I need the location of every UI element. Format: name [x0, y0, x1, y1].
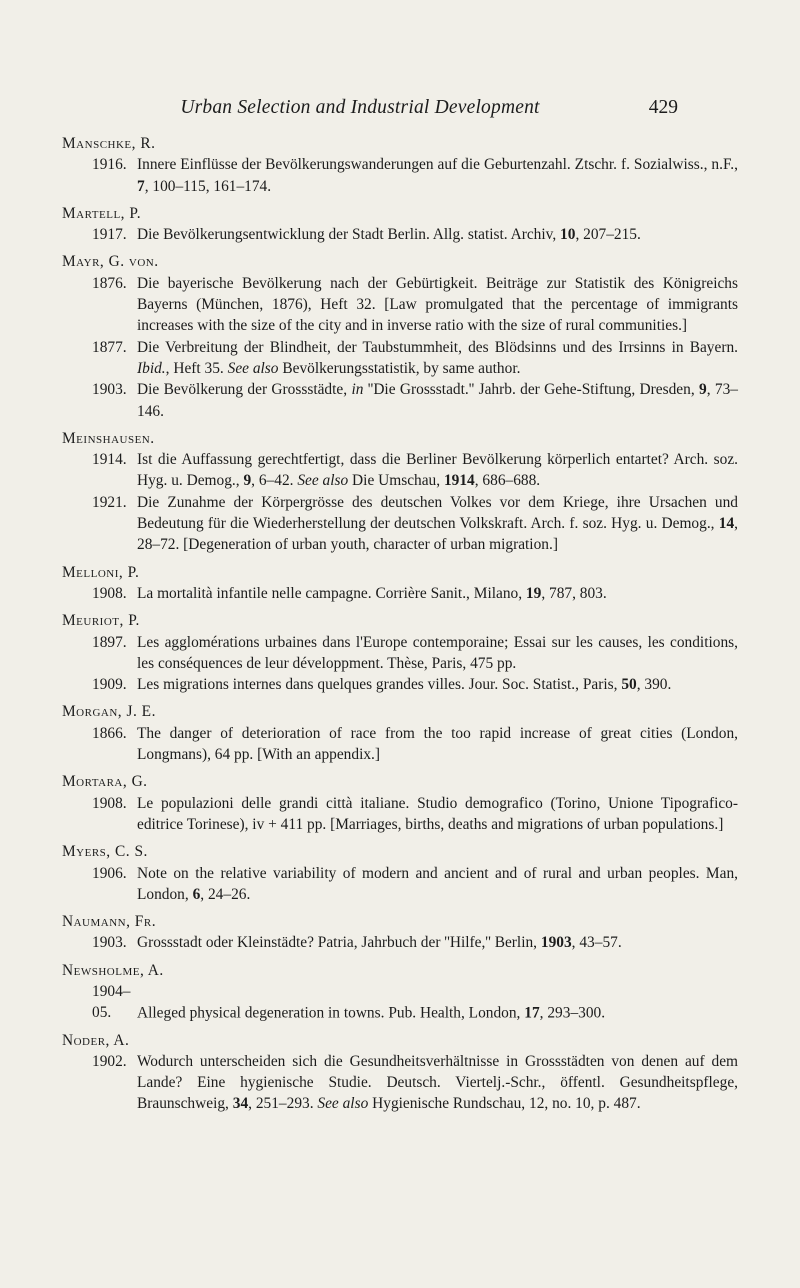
- volume-number: 10: [560, 226, 576, 244]
- volume-number: 34: [232, 1095, 249, 1113]
- work-year: 1917.: [92, 226, 127, 244]
- entry-author: Myers, C. S.: [62, 843, 148, 861]
- citation-text: Innere Einflüsse der Bevölkerungswanderungen auf die Geburtenzahl. Ztschr. f. Sozialwiss., n.F.,: [137, 156, 738, 174]
- volume-number: 6: [192, 885, 201, 903]
- citation-text: The danger of deterioration of race from the too rapid increase of great cities (London, Longmans), 64 pp. [With an appendix.]: [137, 724, 738, 764]
- volume-number: 9: [699, 381, 707, 399]
- work-year: 1908.: [92, 794, 127, 812]
- entry-work: [62, 932, 738, 953]
- volume-number: 1903: [540, 934, 572, 952]
- entry-author: Mayr, G. von.: [62, 253, 159, 271]
- entry-author: Mortara, G.: [62, 773, 148, 791]
- citation-text: , 24–26.: [200, 885, 251, 903]
- italic-text: See also: [317, 1095, 369, 1113]
- volume-number: 9: [243, 472, 252, 490]
- citation-text: Bevölkerungsstatistik, by same author.: [278, 359, 521, 377]
- citation-text: Les agglomérations urbaines dans l'Europe contemporaine; Essai sur les causes, les conditions, les conséquences de leur développment. Thèse, Paris, 475 pp.: [137, 633, 738, 672]
- citation-text: Die Bevölkerungsentwicklung der Stadt Berlin. Allg. statist. Archiv,: [137, 226, 561, 244]
- citation-text: ''Die Grossstadt.'' Jahrb. der Gehe-Stiftung, Dresden,: [363, 381, 700, 399]
- citation-text: Die Zunahme der Körpergrösse des deutschen Volkes vor dem Kriege, ihre Ursachen und Bedeutung für die Wiederherstellung der deutschen Volkskraft. Arch. f. soz. Hyg. u. Demog.,: [137, 493, 738, 533]
- entry-author: Meuriot, P.: [62, 612, 140, 630]
- citation-text: , 73–146.: [137, 381, 738, 420]
- citation-text: Hygienische Rundschau, 12, no. 10, p. 487.: [368, 1095, 641, 1113]
- citation-text: Les migrations internes dans quelques grandes villes. Jour. Soc. Statist., Paris,: [137, 676, 622, 694]
- entry-author: Newsholme, A.: [62, 961, 164, 979]
- citation-text: Die Verbreitung der Blindheit, der Taubstummheit, des Blödsinns und des Irrsinns in Bayern.: [137, 338, 738, 356]
- work-year: 1906.: [92, 864, 127, 882]
- work-year: 1908.: [92, 584, 127, 602]
- entry-work: [62, 379, 738, 422]
- citation-text: Ist die Auffassung gerechtfertigt, dass die Berliner Bevölkerung körperlich entartet? Arch. soz. Hyg. u. Demog.,: [137, 451, 738, 490]
- citation-text: La mortalità infantile nelle campagne. Corrière Sanit., Milano,: [137, 584, 526, 602]
- entry-work: [62, 723, 738, 766]
- citation-text: , 390.: [636, 676, 672, 694]
- work-year: 1903.: [92, 934, 127, 952]
- citation-text: , 28–72. [Degeneration of urban youth, character of urban migration.]: [137, 515, 738, 554]
- citation-text: , 6–42.: [251, 472, 298, 490]
- citation-text: , 686–688.: [474, 472, 541, 490]
- entry-work: [62, 632, 738, 675]
- citation-text: , 207–215.: [575, 226, 641, 244]
- italic-text: Ibid.: [137, 359, 166, 377]
- entry-work: [62, 154, 738, 197]
- italic-text: See also: [227, 359, 279, 377]
- work-year: 1909.: [92, 676, 127, 694]
- citation-text: , 787, 803.: [541, 584, 607, 602]
- citation-text: , 293–300.: [539, 1004, 606, 1022]
- volume-number: 17: [524, 1004, 540, 1022]
- citation-text: Grossstadt oder Kleinstädte? Patria, Jahrbuch der ''Hilfe,'' Berlin,: [137, 934, 541, 952]
- entry-author: Naumann, Fr.: [62, 913, 157, 931]
- work-year: 1914.: [92, 451, 127, 469]
- bibliography-list: [62, 133, 738, 1115]
- entry-work: [62, 583, 738, 604]
- volume-number: 19: [525, 584, 542, 602]
- citation-text: Wodurch unterscheiden sich die Gesundheitsverhältnisse in Grossstädten von denen auf dem Lande? Eine hygienische Studie. Deutsch. Viertelj.-Schr., öffentl. Gesundheitspflege, Braunschweig,: [137, 1052, 738, 1113]
- citation-text: Die Bevölkerung der Grossstädte,: [137, 381, 352, 399]
- page-number: 429: [648, 97, 678, 118]
- citation-text: , 100–115, 161–174.: [144, 177, 272, 195]
- italic-text: See also: [297, 472, 349, 490]
- work-year: 1916.: [92, 156, 127, 174]
- entry-work: [62, 793, 738, 836]
- entry-work: [62, 224, 738, 245]
- entry-work: [62, 449, 738, 492]
- citation-text: , Heft 35.: [165, 359, 228, 377]
- entry-author: Martell, P.: [62, 204, 142, 222]
- citation-text: Die bayerische Bevölkerung nach der Gebürtigkeit. Beiträge zur Statistik des Königreichs Bayerns (München, 1876), Heft 32. [Law promulgated that the percentage of immigrants increases with the size of the city and in inverse ratio with the size of rural communities.]: [137, 274, 738, 335]
- entry-work: [62, 863, 738, 906]
- citation-text: Le populazioni delle grandi città italiane. Studio demografico (Torino, Unione Tipografico-editrice Torinese), iv + 411 pp. [Marriages, births, deaths and migrations of urban populations.]: [137, 794, 738, 833]
- citation-text: , 251–293.: [248, 1095, 318, 1113]
- entry-author: Noder, A.: [62, 1031, 130, 1049]
- entry-work: [62, 492, 738, 556]
- volume-number: 7: [137, 177, 145, 195]
- citation-text: , 43–57.: [571, 934, 622, 952]
- work-year: 1903.: [92, 381, 127, 399]
- citation-text: Note on the relative variability of modern and ancient and of rural and urban peoples. Man, London,: [137, 864, 738, 903]
- running-title: Urban Selection and Industrial Development: [180, 97, 540, 118]
- citation-text: Alleged physical degeneration in towns. Pub. Health, London,: [137, 1004, 525, 1022]
- italic-text: in: [351, 381, 364, 399]
- work-year: 1876.: [92, 274, 127, 292]
- entry-work: [62, 273, 738, 337]
- entry-work: [62, 337, 738, 380]
- work-year: 1904–05.: [92, 982, 131, 1022]
- volume-number: 14: [718, 515, 735, 533]
- entry-author: Meinshausen.: [62, 429, 155, 447]
- citation-text: Die Umschau,: [348, 472, 444, 490]
- work-year: 1921.: [92, 493, 127, 511]
- work-year: 1877.: [92, 338, 127, 356]
- entry-author: Melloni, P.: [62, 563, 140, 581]
- entry-author: Morgan, J. E.: [62, 703, 156, 721]
- entry-author: Manschke, R.: [62, 135, 156, 152]
- entry-work: [62, 981, 738, 1024]
- entry-work: [62, 1051, 738, 1115]
- work-year: 1902.: [92, 1052, 127, 1070]
- work-year: 1866.: [92, 724, 127, 742]
- work-year: 1897.: [92, 633, 127, 651]
- volume-number: 50: [621, 676, 637, 694]
- entry-work: [62, 674, 738, 695]
- volume-number: 1914: [443, 472, 475, 490]
- page-header: [0, 97, 800, 123]
